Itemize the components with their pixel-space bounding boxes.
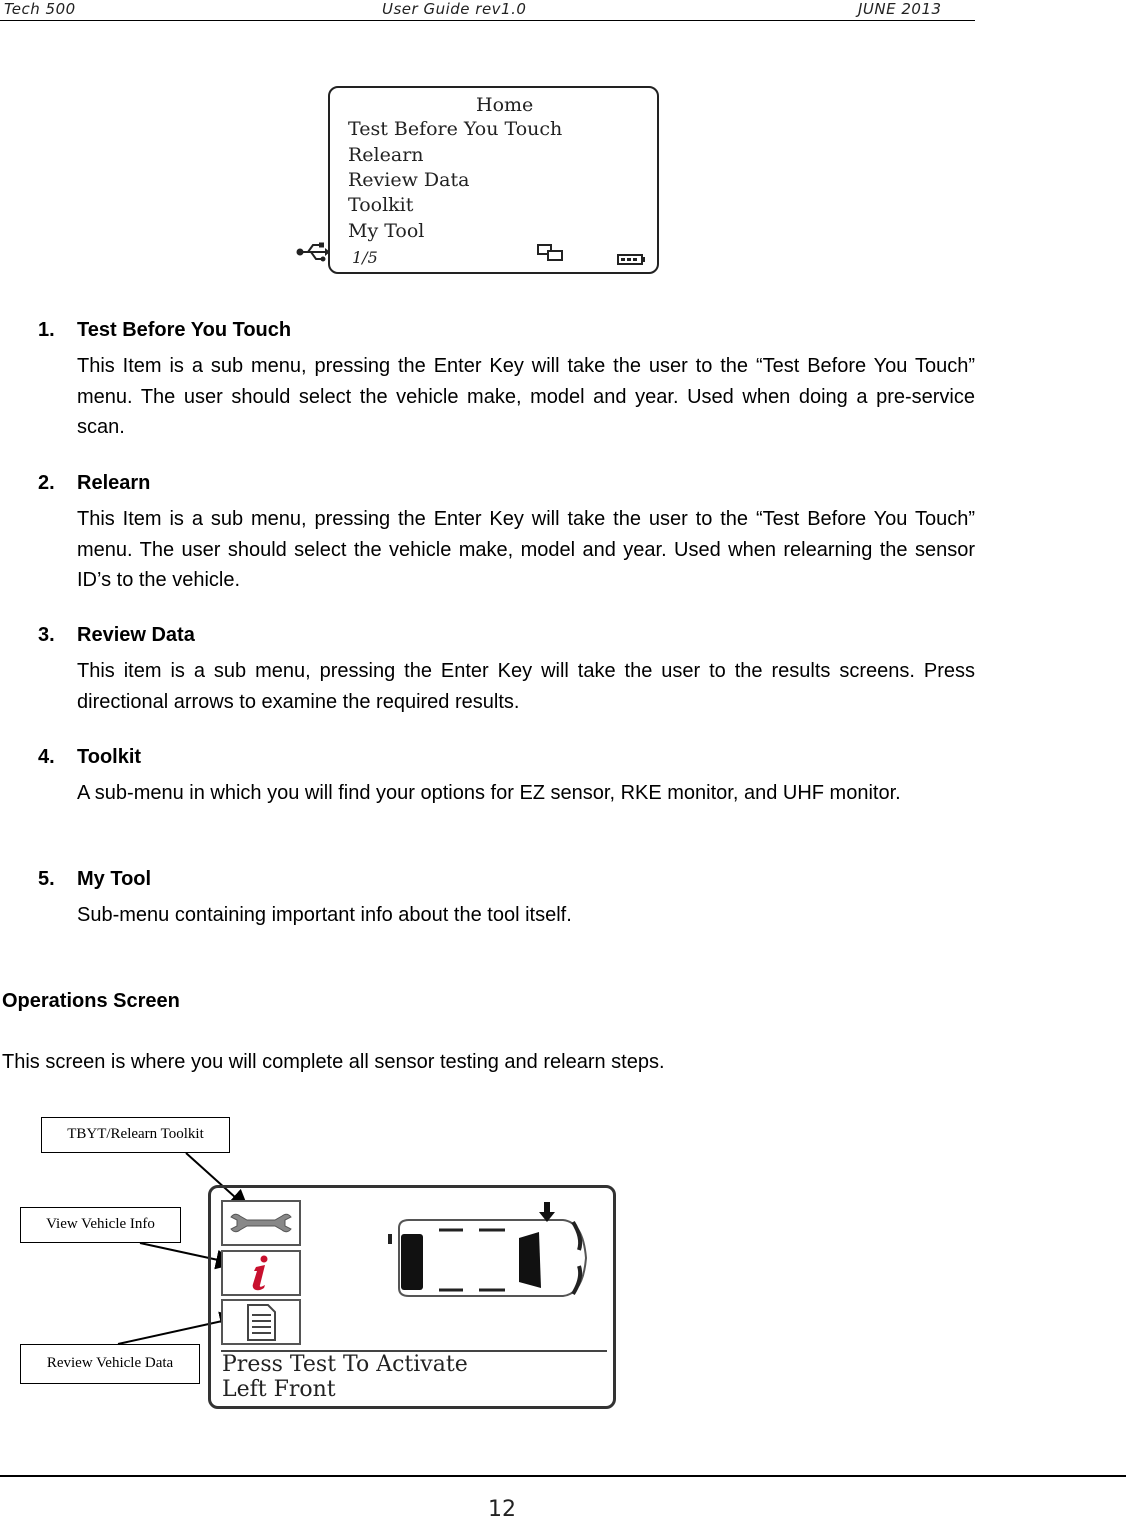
- header-product: Tech 500: [4, 0, 76, 18]
- callout-vehicle-info: View Vehicle Info: [20, 1207, 181, 1243]
- callout-vehicle-data: Review Vehicle Data: [20, 1344, 200, 1384]
- menu-item-my-tool[interactable]: My Tool: [348, 220, 425, 242]
- vehicle-data-button[interactable]: [221, 1299, 301, 1345]
- section-number: 5.: [38, 868, 55, 890]
- menu-item-relearn[interactable]: Relearn: [348, 144, 424, 166]
- home-screen-title: Home: [476, 94, 534, 116]
- section-number: 1.: [38, 319, 55, 341]
- document-icon: [223, 1301, 299, 1343]
- section-body: This Item is a sub menu, pressing the Enter Key will take the user to the “Test Before You Touch” menu. The user should select the vehicle make, model and year. Used when relearning the sensor ID’s to the vehicle.: [77, 508, 975, 591]
- callout-toolkit: TBYT/Relearn Toolkit: [41, 1117, 230, 1153]
- toolkit-button[interactable]: [221, 1200, 301, 1246]
- screen-instruction: Press Test To Activate: [222, 1352, 468, 1377]
- section-number: 4.: [38, 746, 55, 768]
- wrench-icon: [223, 1202, 299, 1244]
- menu-item-test-before-you-touch[interactable]: Test Before You Touch: [348, 118, 563, 140]
- section-title: Relearn: [77, 472, 151, 494]
- section-title: Toolkit: [77, 746, 142, 768]
- section-title: My Tool: [77, 868, 152, 890]
- header-doc-title: User Guide rev1.0: [382, 0, 527, 18]
- page-indicator: 1/5: [352, 248, 378, 267]
- section-title: Review Data: [77, 624, 195, 646]
- car-icon: [383, 1198, 593, 1308]
- operations-title: Operations Screen: [2, 990, 180, 1012]
- section-number: 2.: [38, 472, 55, 494]
- menu-item-review-data[interactable]: Review Data: [348, 169, 470, 191]
- section-number: 3.: [38, 624, 55, 646]
- header-date: JUNE 2013: [858, 0, 942, 18]
- menu-item-toolkit[interactable]: Toolkit: [348, 194, 414, 216]
- page-number: 12: [488, 1497, 516, 1521]
- operations-text: This screen is where you will complete all sensor testing and relearn steps.: [2, 1051, 665, 1073]
- section-body: This item is a sub menu, pressing the Enter Key will take the user to the results screens. Press directional arrows to examine the required results.: [77, 660, 975, 713]
- footer-rule: [0, 1475, 1126, 1477]
- vehicle-info-button[interactable]: [221, 1250, 301, 1296]
- section-title: Test Before You Touch: [77, 319, 292, 341]
- section-body: This Item is a sub menu, pressing the Enter Key will take the user to the “Test Before You Touch” menu. The user should select the vehicle make, model and year. Used when doing a pre-service scan.: [77, 355, 975, 438]
- section-body: A sub-menu in which you will find your options for EZ sensor, RKE monitor, and UHF monitor.: [77, 782, 901, 804]
- operations-screen: [208, 1185, 616, 1409]
- section-body: Sub-menu containing important info about the tool itself.: [77, 904, 572, 926]
- screen-sensor-position: Left Front: [222, 1377, 336, 1402]
- info-icon: [223, 1252, 299, 1294]
